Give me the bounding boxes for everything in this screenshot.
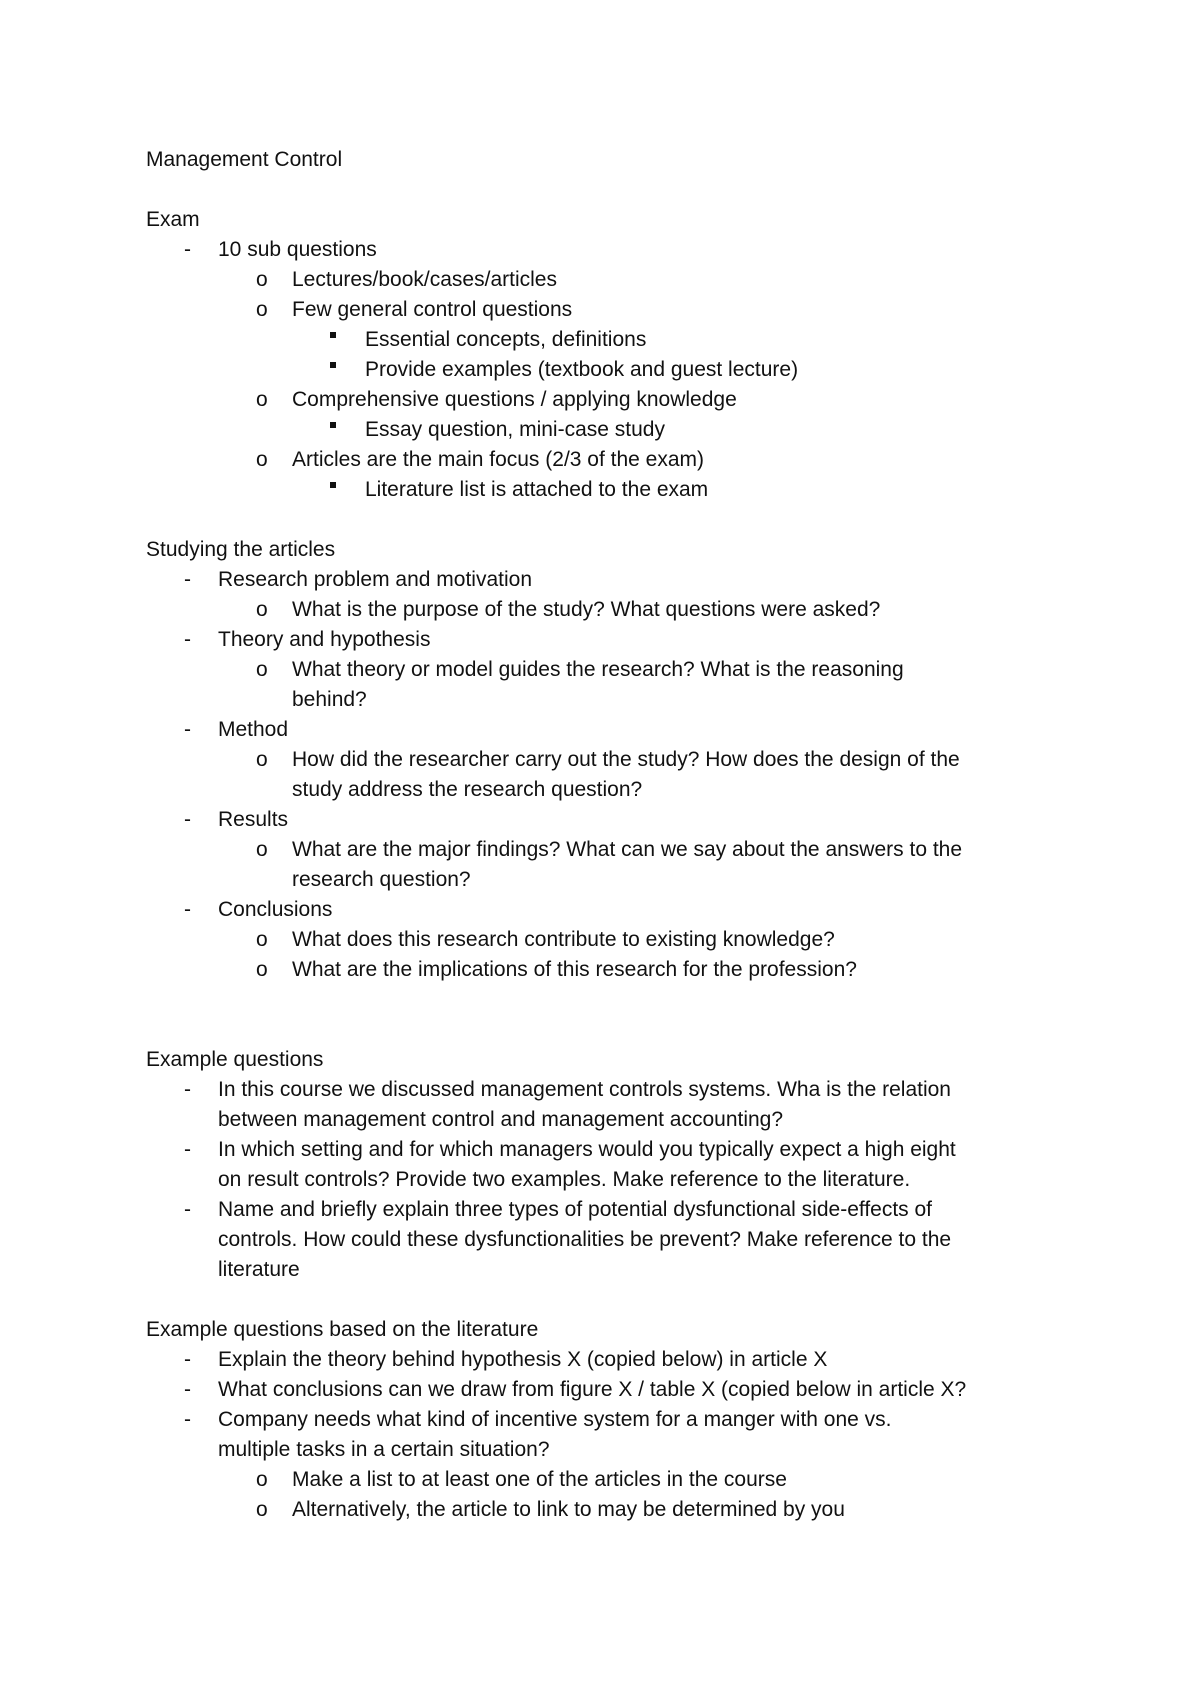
- dash-bullet: -: [184, 628, 191, 651]
- document-title: Management Control: [146, 148, 343, 171]
- dash-bullet: -: [184, 1408, 191, 1431]
- list-item: Conclusions: [218, 898, 333, 921]
- list-item: Lectures/book/cases/articles: [292, 268, 557, 291]
- list-item-continuation: controls. How could these dysfunctionalities be prevent? Make reference to the: [218, 1228, 952, 1251]
- circle-bullet: o: [256, 298, 268, 321]
- circle-bullet: o: [256, 958, 268, 981]
- list-item: Method: [218, 718, 289, 741]
- circle-bullet: o: [256, 448, 268, 471]
- circle-bullet: o: [256, 388, 268, 411]
- circle-bullet: o: [256, 598, 268, 621]
- dash-bullet: -: [184, 1078, 191, 1101]
- list-item: In which setting and for which managers would you typically expect a high eight: [218, 1138, 956, 1161]
- list-item: Essay question, mini-case study: [365, 418, 665, 441]
- dash-bullet: -: [184, 1138, 191, 1161]
- list-item-continuation: on result controls? Provide two examples. Make reference to the literature.: [218, 1168, 911, 1191]
- circle-bullet: o: [256, 838, 268, 861]
- list-item: What is the purpose of the study? What questions were asked?: [292, 598, 881, 621]
- list-item: Literature list is attached to the exam: [365, 478, 709, 501]
- dash-bullet: -: [184, 718, 191, 741]
- section-heading-examples: Example questions: [146, 1048, 324, 1071]
- list-item: Results: [218, 808, 289, 831]
- circle-bullet: o: [256, 1498, 268, 1521]
- list-item: Essential concepts, definitions: [365, 328, 647, 351]
- circle-bullet: o: [256, 1468, 268, 1491]
- dash-bullet: -: [184, 1378, 191, 1401]
- list-item: What does this research contribute to existing knowledge?: [292, 928, 835, 951]
- list-item: Comprehensive questions / applying knowledge: [292, 388, 737, 411]
- dash-bullet: -: [184, 568, 191, 591]
- list-item: Theory and hypothesis: [218, 628, 431, 651]
- list-item: Articles are the main focus (2/3 of the exam): [292, 448, 705, 471]
- square-bullet: [330, 482, 336, 488]
- section-heading-studying: Studying the articles: [146, 538, 336, 561]
- square-bullet: [330, 362, 336, 368]
- list-item: Company needs what kind of incentive system for a manger with one vs.: [218, 1408, 892, 1431]
- dash-bullet: -: [184, 898, 191, 921]
- list-item: Few general control questions: [292, 298, 573, 321]
- list-item-continuation: between management control and management accounting?: [218, 1108, 784, 1131]
- list-item-continuation: multiple tasks in a certain situation?: [218, 1438, 550, 1461]
- section-heading-literature: Example questions based on the literature: [146, 1318, 539, 1341]
- list-item: What are the major findings? What can we say about the answers to the: [292, 838, 963, 861]
- dash-bullet: -: [184, 238, 191, 261]
- circle-bullet: o: [256, 268, 268, 291]
- circle-bullet: o: [256, 658, 268, 681]
- list-item: What are the implications of this research for the profession?: [292, 958, 857, 981]
- dash-bullet: -: [184, 1348, 191, 1371]
- list-item: Name and briefly explain three types of potential dysfunctional side-effects of: [218, 1198, 933, 1221]
- list-item: Alternatively, the article to link to may be determined by you: [292, 1498, 845, 1521]
- dash-bullet: -: [184, 808, 191, 831]
- circle-bullet: o: [256, 748, 268, 771]
- list-item: Provide examples (textbook and guest lecture): [365, 358, 799, 381]
- list-item: Explain the theory behind hypothesis X (copied below) in article X: [218, 1348, 828, 1371]
- list-item-continuation: literature: [218, 1258, 300, 1281]
- list-item: Research problem and motivation: [218, 568, 532, 591]
- list-item: What conclusions can we draw from figure X / table X (copied below in article X?: [218, 1378, 967, 1401]
- list-item: 10 sub questions: [218, 238, 377, 261]
- list-item-continuation: research question?: [292, 868, 471, 891]
- list-item-continuation: behind?: [292, 688, 367, 711]
- list-item: What theory or model guides the research? What is the reasoning: [292, 658, 904, 681]
- list-item-continuation: study address the research question?: [292, 778, 643, 801]
- list-item: In this course we discussed management controls systems. Wha is the relation: [218, 1078, 951, 1101]
- square-bullet: [330, 422, 336, 428]
- section-heading-exam: Exam: [146, 208, 200, 231]
- square-bullet: [330, 332, 336, 338]
- list-item: Make a list to at least one of the articles in the course: [292, 1468, 787, 1491]
- list-item: How did the researcher carry out the study? How does the design of the: [292, 748, 960, 771]
- dash-bullet: -: [184, 1198, 191, 1221]
- circle-bullet: o: [256, 928, 268, 951]
